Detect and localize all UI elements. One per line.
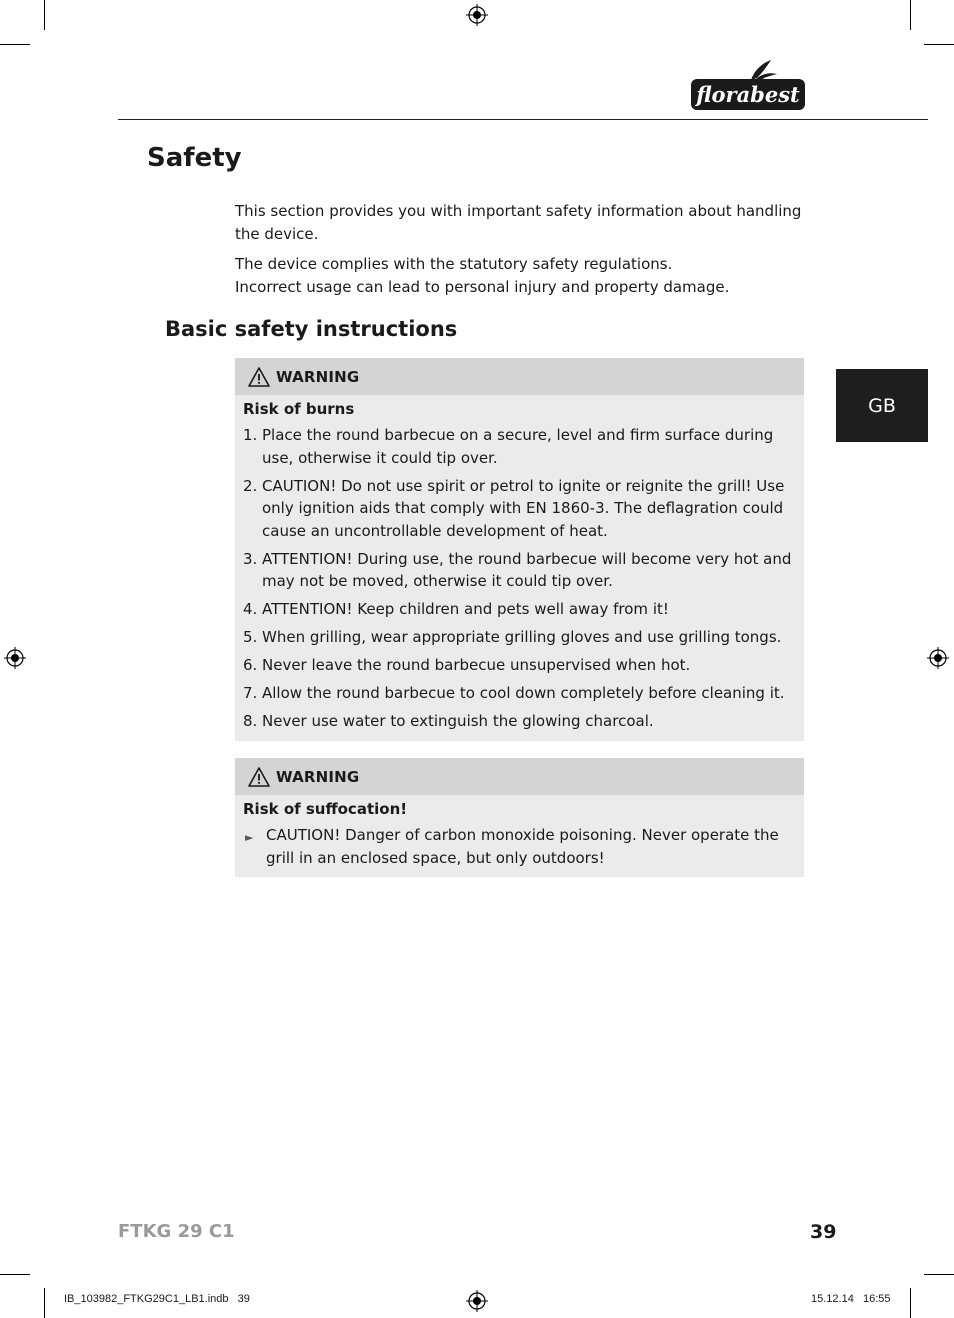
item-number: 4. (243, 600, 258, 618)
list-item (235, 824, 804, 869)
intro-paragraph: This section provides you with important safety information about handling the device. (235, 202, 802, 243)
registration-mark-icon (927, 647, 949, 669)
warning-triangle-icon (248, 367, 270, 387)
crop-mark (0, 44, 30, 45)
section-title: Basic safety instructions (165, 317, 458, 341)
list-item (243, 475, 796, 543)
item-number: 3. (243, 549, 258, 568)
crop-mark (924, 1274, 954, 1275)
registration-mark-icon (466, 4, 488, 26)
page-title: Safety (147, 143, 242, 173)
list-item (243, 598, 796, 621)
item-number: 1. (243, 426, 258, 444)
warning-subtitle: Risk of suffocation! (243, 800, 408, 818)
list-item (243, 626, 796, 649)
warning-triangle-icon (248, 767, 270, 787)
item-text: CAUTION! Danger of carbon monoxide poisoning. Never operate the grill in an enclosed space, but only outdoors! (266, 826, 779, 867)
crop-mark (910, 1288, 911, 1318)
header-rule (118, 119, 928, 120)
warning-subtitle: Risk of burns (243, 400, 355, 418)
list-item (243, 548, 796, 593)
item-number: 5. (243, 628, 258, 646)
item-text: Never use water to extinguish the glowing charcoal. (262, 712, 654, 730)
safety-instructions-list (235, 424, 804, 733)
crop-mark (44, 1288, 45, 1318)
item-text: ATTENTION! During use, the round barbecue will become very hot and may not be moved, otherwise it could tip over. (262, 549, 792, 590)
print-date-info: 15.12.14 16:55 (811, 1293, 891, 1305)
page-number: 39 (810, 1221, 837, 1243)
item-text: ATTENTION! Keep children and pets well away from it! (262, 600, 669, 618)
intro-compliance-line: The device complies with the statutory safety regulations. (235, 255, 673, 273)
crop-mark (44, 0, 45, 30)
item-number: 2. (243, 476, 258, 495)
logo-text: florabest (696, 82, 800, 107)
item-text: Allow the round barbecue to cool down completely before cleaning it. (262, 684, 785, 702)
language-tab: GB (836, 369, 928, 442)
warning-label: WARNING (276, 767, 360, 786)
footer-model: FTKG 29 C1 (118, 1221, 235, 1242)
item-number: 6. (243, 656, 258, 674)
print-file-info: IB_103982_FTKG29C1_LB1.indb 39 (64, 1293, 250, 1305)
intro-usage-line: Incorrect usage can lead to personal injury and property damage. (235, 278, 730, 296)
item-text: Place the round barbecue on a secure, level and firm surface during use, otherwise it could tip over. (262, 426, 774, 467)
item-number: 8. (243, 712, 258, 730)
warning-label: WARNING (276, 367, 360, 386)
item-text: CAUTION! Do not use spirit or petrol to ignite or reignite the grill! Use only ignition aids that comply with EN 1860-3. The deflagration could cause an uncontrollable development of heat. (262, 476, 785, 540)
item-text: Never leave the round barbecue unsupervised when hot. (262, 656, 691, 674)
warning-header (235, 358, 804, 395)
florabest-logo (689, 60, 807, 112)
list-item (243, 424, 796, 469)
registration-mark-icon (4, 647, 26, 669)
item-number: 7. (243, 684, 258, 702)
warning-box-burns (235, 358, 804, 741)
warning-header (235, 758, 804, 795)
crop-mark (924, 44, 954, 45)
item-text: When grilling, wear appropriate grilling gloves and use grilling tongs. (262, 628, 782, 646)
list-item (243, 682, 796, 705)
arrow-bullet-icon: ► (245, 831, 254, 844)
warning-box-suffocation (235, 758, 804, 877)
crop-mark (910, 0, 911, 30)
crop-mark (0, 1274, 30, 1275)
registration-mark-icon (466, 1290, 488, 1312)
list-item (243, 654, 796, 677)
list-item (243, 710, 796, 733)
